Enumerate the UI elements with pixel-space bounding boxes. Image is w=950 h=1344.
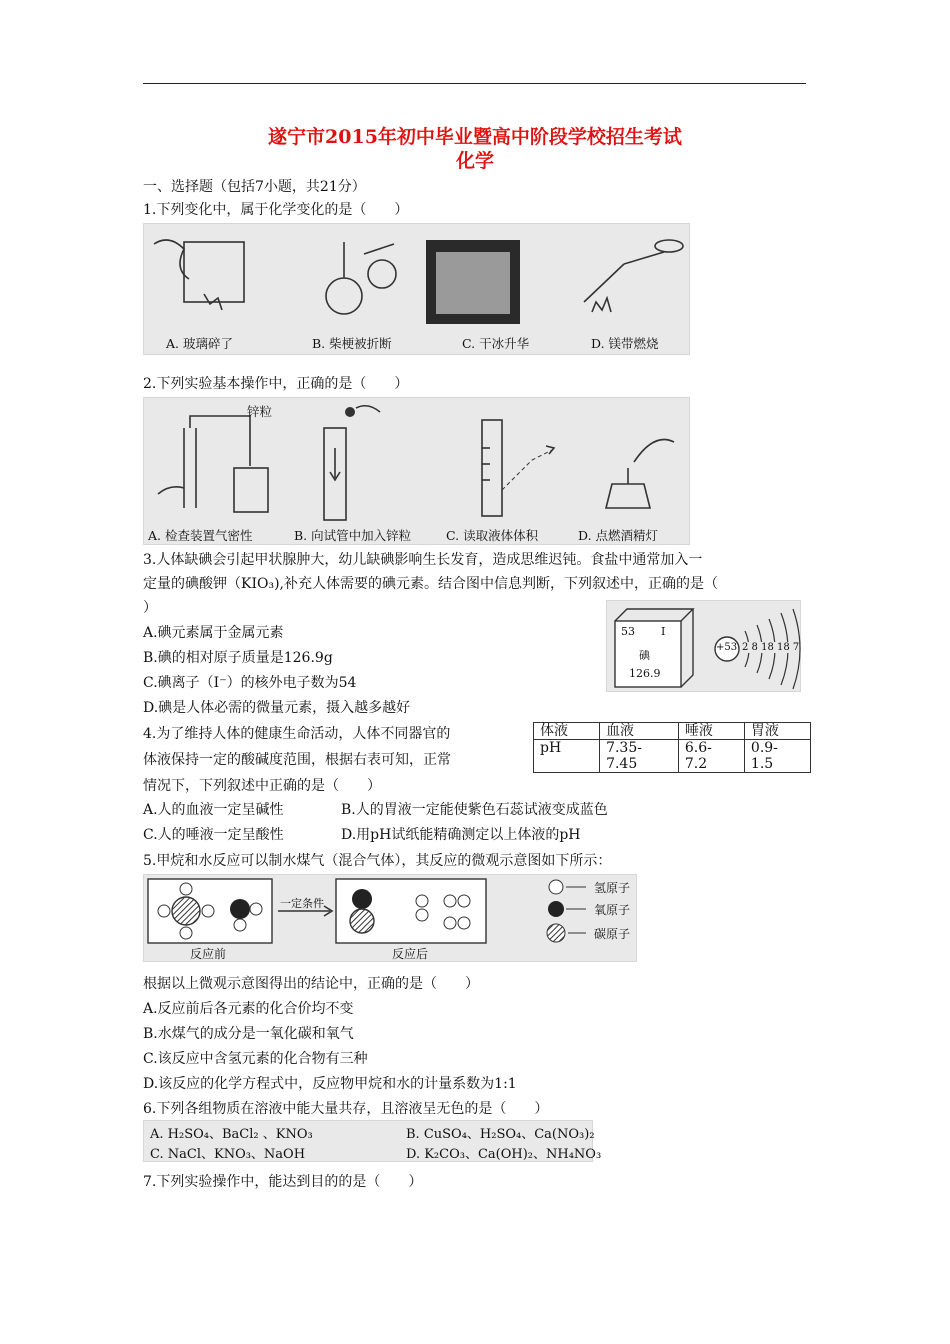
- q5-stem: 5.甲烷和水反应可以制水煤气（混合气体），其反应的微观示意图如下所示：: [143, 853, 612, 869]
- q6-option-d: D. K₂CO₃、Ca(OH)₂、NH₄NO₃: [406, 1147, 602, 1162]
- ph-header-cell: 血液: [600, 723, 679, 740]
- nucleus-charge: +53: [716, 642, 738, 653]
- electron-shells: 2 8 18 18 7: [742, 642, 800, 653]
- q5-lead: 根据以上微观示意图得出的结论中，正确的是（ ）: [143, 976, 479, 992]
- subject-title: 化学: [455, 150, 494, 172]
- ph-table: [533, 722, 811, 773]
- q4-stem-line3: 情况下，下列叙述中正确的是（ ）: [143, 778, 381, 794]
- q6-stem: 6.下列各组物质在溶液中能大量共存，且溶液呈无色的是（ ）: [143, 1101, 549, 1117]
- q1-option-b: B. 柴梗被折断: [312, 336, 392, 351]
- iodine-figure: [606, 600, 801, 692]
- ph-value-line: 6.6-: [684, 740, 712, 756]
- legend-oxygen: 氧原子: [594, 903, 631, 917]
- ph-cell-blood: [600, 740, 679, 773]
- q3-stem-line1: 3.人体缺碘会引起甲状腺肿大，幼儿缺碘影响生长发育，造成思维迟钝。食盐中通常加入一: [143, 552, 703, 568]
- element-number: 53: [621, 625, 635, 638]
- q2-option-d: D. 点燃酒精灯: [578, 528, 659, 543]
- ph-value-line: 7.45: [606, 756, 638, 772]
- section-heading: 一、选择题（包括7小题，共21分）: [143, 179, 366, 195]
- ph-header-cell: 胃液: [744, 723, 810, 740]
- q4-option-b: B.人的胃液一定能使紫色石蕊试液变成蓝色: [341, 802, 608, 818]
- q4-option-d: D.用pH试纸能精确测定以上体液的pH: [341, 827, 581, 843]
- q6-option-c: C. NaCl、KNO₃、NaOH: [150, 1147, 306, 1162]
- q1-illustrations: [144, 224, 691, 332]
- q1-option-d: D. 镁带燃烧: [591, 336, 659, 351]
- ph-cell-gastric: [744, 740, 810, 773]
- before-label: 反应前: [190, 947, 227, 961]
- q2-stem: 2.下列实验基本操作中，正确的是（ ）: [143, 376, 409, 392]
- q7-stem: 7.下列实验操作中，能达到目的的是（ ）: [143, 1174, 423, 1190]
- top-rule: [143, 83, 806, 84]
- q3-option-c: C.碘离子（I⁻）的核外电子数为54: [143, 675, 357, 691]
- q3-stem-line2: 定量的碘酸钾（KIO₃),补充人体需要的碘元素。结合图中信息判断，下列叙述中，正确的是（: [143, 576, 718, 592]
- q1-stem: 1.下列变化中，属于化学变化的是（ ）: [143, 202, 409, 218]
- element-symbol: I: [661, 625, 666, 638]
- q2-option-b: B. 向试管中加入锌粒: [294, 528, 412, 543]
- q3-option-d: D.碘是人体必需的微量元素，摄入越多越好: [143, 700, 411, 716]
- q2-illustrations: [144, 398, 691, 522]
- legend-hydrogen: 氢原子: [594, 881, 631, 895]
- reaction-condition: 一定条件: [280, 897, 324, 910]
- element-name: 碘: [639, 649, 650, 662]
- q3-stem-line3: ）: [143, 600, 157, 616]
- q1-option-c: C. 干冰升华: [462, 336, 530, 351]
- q5-option-a: A.反应前后各元素的化合价均不变: [143, 1001, 354, 1017]
- ph-row-label: pH: [534, 740, 600, 773]
- ph-header-cell: 唾液: [678, 723, 744, 740]
- q3-option-a: A.碘元素属于金属元素: [143, 625, 284, 641]
- q5-option-b: B.水煤气的成分是一氧化碳和氧气: [143, 1026, 354, 1042]
- ph-value-line: 7.35-: [606, 740, 642, 756]
- zinc-label: 锌粒: [247, 404, 273, 419]
- after-label: 反应后: [392, 947, 429, 961]
- q4-stem-line2: 体液保持一定的酸碱度范围，根据右表可知，正常: [143, 752, 451, 768]
- ph-table-row: [534, 740, 811, 773]
- legend-carbon: 碳原子: [594, 927, 631, 941]
- q5-option-c: C.该反应中含氢元素的化合物有三种: [143, 1051, 368, 1067]
- q2-figure: [143, 397, 690, 545]
- ph-cell-saliva: [678, 740, 744, 773]
- q2-option-c: C. 读取液体体积: [446, 528, 539, 543]
- q4-option-c: C.人的唾液一定呈酸性: [143, 827, 284, 843]
- exam-title: 遂宁市2015年初中毕业暨高中阶段学校招生考试: [268, 126, 682, 148]
- ph-value-line: 1.5: [750, 756, 774, 772]
- q4-stem-line1: 4.为了维持人体的健康生命活动，人体不同器官的: [143, 726, 451, 742]
- q4-option-a: A.人的血液一定呈碱性: [143, 802, 284, 818]
- ph-table-header: [534, 723, 811, 740]
- q6-option-a: A. H₂SO₄、BaCl₂ 、KNO₃: [150, 1127, 313, 1142]
- element-mass: 126.9: [629, 667, 661, 680]
- q1-option-a: A. 玻璃碎了: [166, 336, 233, 351]
- q1-figure: [143, 223, 690, 355]
- ph-value-line: 0.9-: [750, 740, 778, 756]
- q6-options-box: [143, 1120, 602, 1162]
- ph-header-cell: 体液: [534, 723, 600, 740]
- q6-option-b: B. CuSO₄、H₂SO₄、Ca(NO₃)₂: [406, 1127, 595, 1142]
- q2-option-a: A. 检查装置气密性: [148, 528, 253, 543]
- q5-option-d: D.该反应的化学方程式中，反应物甲烷和水的计量系数为1:1: [143, 1076, 517, 1092]
- q3-option-b: B.碘的相对原子质量是126.9g: [143, 650, 333, 666]
- q5-figure: [143, 874, 637, 962]
- ph-value-line: 7.2: [684, 756, 708, 772]
